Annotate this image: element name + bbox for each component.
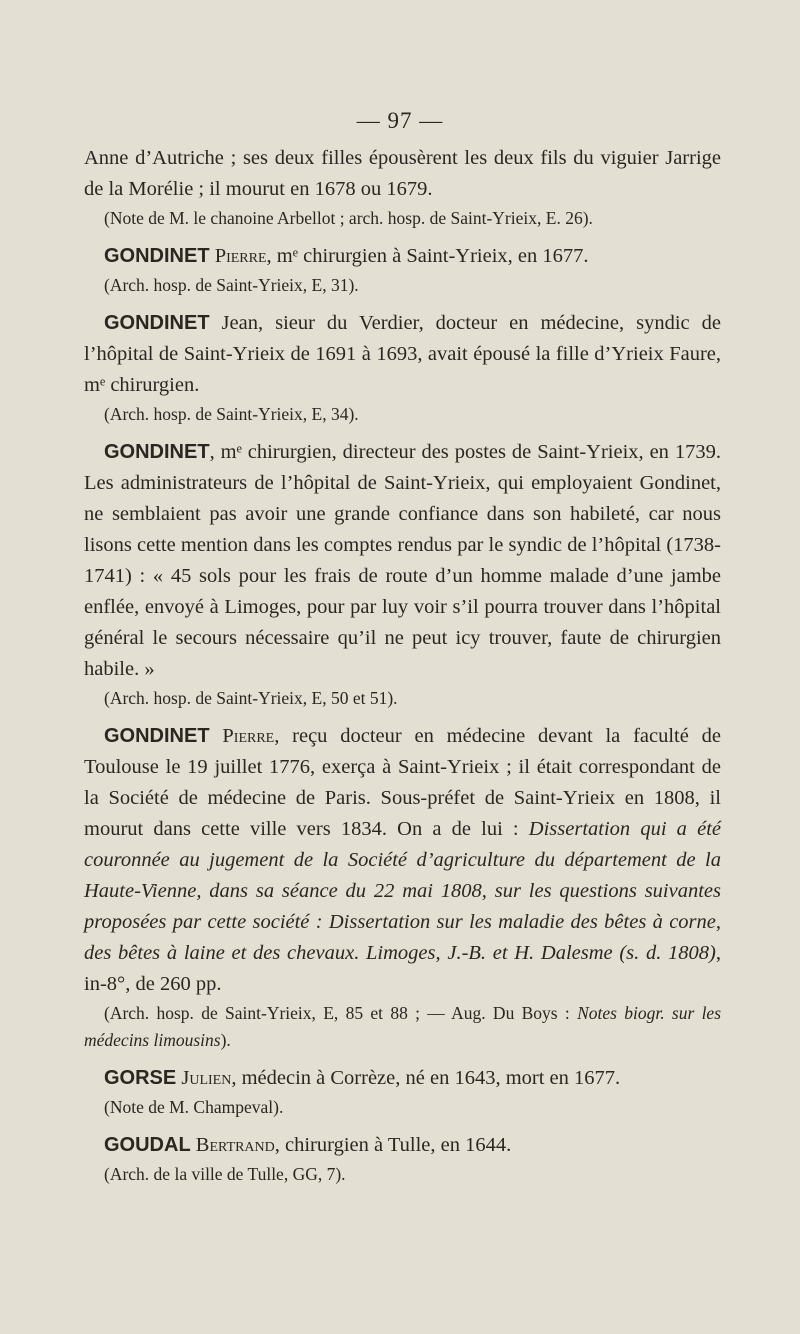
entry-gondinet-jean <box>84 308 721 401</box>
entry-name: GONDINET <box>104 441 210 463</box>
intro-note: (Note de M. le chanoine Arbellot ; arch. hosp. de Saint-Yrieix, E. 26). <box>104 208 593 228</box>
entry-text: , mᵉ chirurgien à Saint-Yrieix, en 1677. <box>266 245 589 267</box>
entry-gondinet-1739 <box>84 437 721 685</box>
entry-text: , médecin à Corrèze, né en 1643, mort en 1677. <box>231 1067 621 1089</box>
entry-gondinet-pierre-1677 <box>84 241 721 272</box>
note-text: (Arch. hosp. de Saint-Yrieix, E, 85 et 88 ; — Aug. Du Boys : <box>104 1003 578 1023</box>
entry-note: (Arch. hosp. de Saint-Yrieix, E, 31). <box>104 275 359 295</box>
note-text: ). <box>220 1030 231 1050</box>
page-body <box>84 143 721 1188</box>
entry-given-name: Bertrand <box>195 1134 275 1156</box>
entry-note: (Note de M. Champeval). <box>104 1097 284 1117</box>
entry-note: (Arch. hosp. de Saint-Yrieix, E, 50 et 51). <box>104 688 398 708</box>
entry-note: (Arch. de la ville de Tulle, GG, 7). <box>104 1164 346 1184</box>
entry-text: , mᵉ chirurgien, directeur des postes de Saint-Yrieix, en 1739. Les administrateurs de l’hôpital de Saint-Yrieix, qui employaient Gondinet, ne semblaient pas avoir une grande confiance dans son habileté, car nous lisons cette mention dans les comptes rendus par le syndic de l’hôpital (1738-1741) : « 45 sols pour les frais de route d’un homme malade d’une jambe enflée, envoyé à Limoges, pour par luy voir s’il pourra trouver dans l’hôpital général le secours nécessaire qu’il ne peut icy trouver, faute de chirurgien habile. » <box>84 441 721 680</box>
entry-given-name: Pierre <box>222 725 275 747</box>
entry-text: Jean, sieur du Verdier, docteur en médecine, syndic de l’hôpital de Saint-Yrieix de 1691 à 1693, avait épousé la fille d’Yrieix Faure, mᵉ chirurgien. <box>84 312 721 396</box>
entry-goudal-bertrand <box>84 1130 721 1161</box>
entry-name: GONDINET <box>104 312 210 334</box>
note-work-title: Notes biogr. sur les médecins limousins <box>84 1003 722 1050</box>
intro-paragraph: Anne d’Autriche ; ses deux filles épousèrent les deux fils du viguier Jarrige de la Morélie ; il mourut en 1678 ou 1679. <box>84 147 721 200</box>
entry-given-name: Pierre <box>214 245 267 267</box>
entry-note: (Arch. hosp. de Saint-Yrieix, E, 34). <box>104 404 359 424</box>
entry-text: , reçu docteur en médecine devant la faculté de Toulouse le 19 juillet 1776, exerça à Saint-Yrieix ; il était correspondant de la Société de médecine de Paris. Sous-préfet de Saint-Yrieix en 1808, il mourut dans cette ville vers 1834. On a de lui : <box>84 725 721 840</box>
entry-name: GOUDAL <box>104 1134 191 1156</box>
entry-gondinet-pierre-1776 <box>84 721 721 1000</box>
entry-gorse-julien <box>84 1063 721 1094</box>
entry-name: GONDINET <box>104 245 210 267</box>
entry-given-name: Julien <box>181 1067 232 1089</box>
entry-name: GONDINET <box>104 725 210 747</box>
entry-work-title: Dissertation qui a été couronnée au jugement de la Société d’agriculture du département de la Haute-Vienne, dans sa séance du 22 mai 1808, sur les questions suivantes proposées par cette société : Dissertation sur les maladie des bêtes à corne, des bêtes à laine et des chevaux. Limoges, J.-B. et H. Dalesme (s. d. 1808) <box>84 818 721 964</box>
entry-note <box>84 1000 721 1054</box>
entry-name: GORSE <box>104 1067 177 1089</box>
entry-text: , in-8°, de 260 pp. <box>84 942 721 995</box>
entry-text: , chirurgien à Tulle, en 1644. <box>274 1134 512 1156</box>
page-number: — 97 — <box>356 108 444 133</box>
